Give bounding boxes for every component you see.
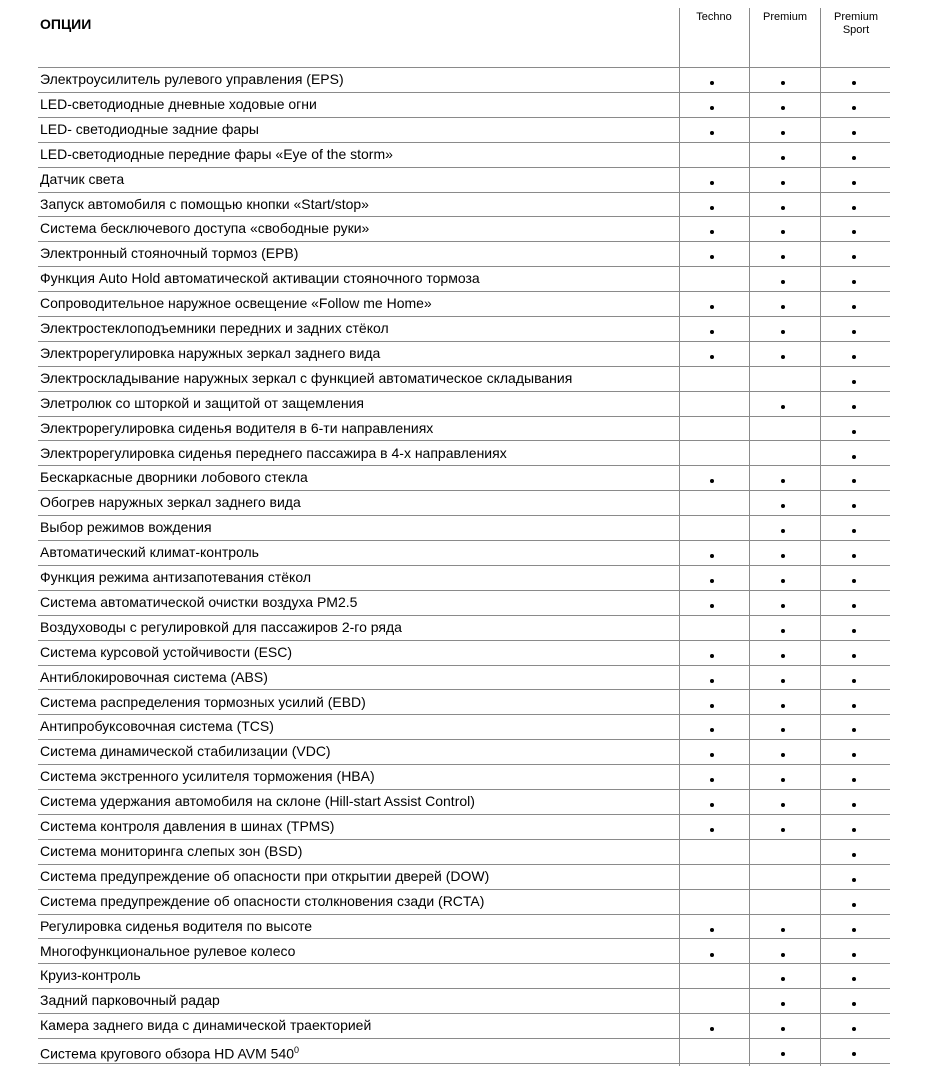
option-label (40, 121, 259, 138)
availability-dot (852, 1052, 856, 1056)
row-divider (38, 938, 890, 939)
option-label-superscript: 0 (294, 1045, 300, 1056)
option-label-text: LED- светодиодные задние фары (40, 120, 259, 137)
table-row (0, 615, 928, 640)
availability-dot (852, 579, 856, 583)
row-divider (38, 714, 890, 715)
availability-dot (710, 255, 714, 259)
availability-dot (852, 654, 856, 658)
row-divider (38, 266, 890, 267)
availability-dot (781, 131, 785, 135)
availability-dot (710, 355, 714, 359)
table-row (0, 864, 928, 889)
row-divider (38, 615, 890, 616)
availability-dot (781, 181, 785, 185)
option-label-text: Система предупреждение об опасности столкновения сзади (RCTA) (40, 892, 485, 909)
availability-dot (781, 1002, 785, 1006)
table-row (0, 117, 928, 142)
option-label-text: Бескаркасные дворники лобового стекла (40, 469, 308, 486)
row-divider (38, 216, 890, 217)
table-row (0, 540, 928, 565)
option-label-text: Антипробуксовочная система (TCS) (40, 718, 274, 735)
availability-dot (852, 1002, 856, 1006)
availability-dot (781, 728, 785, 732)
availability-dot (852, 106, 856, 110)
availability-dot (852, 529, 856, 533)
table-row (0, 515, 928, 540)
table-row (0, 963, 928, 988)
option-label (40, 345, 380, 362)
option-label-text: Задний парковочный радар (40, 992, 220, 1009)
option-label (40, 818, 334, 835)
availability-dot (781, 106, 785, 110)
table-row (0, 291, 928, 316)
table-row (0, 316, 928, 341)
availability-dot (781, 230, 785, 234)
availability-dot (710, 479, 714, 483)
option-label (40, 718, 274, 735)
availability-dot (710, 181, 714, 185)
availability-dot (710, 953, 714, 957)
row-divider (38, 142, 890, 143)
availability-dot (852, 753, 856, 757)
option-label-text: Воздуховоды с регулировкой для пассажиров 2-го ряда (40, 618, 402, 635)
availability-dot (710, 554, 714, 558)
option-label (40, 893, 484, 910)
availability-dot (781, 629, 785, 633)
row-divider (38, 1038, 890, 1039)
availability-dot (852, 230, 856, 234)
availability-dot (852, 1027, 856, 1031)
table-row (0, 92, 928, 117)
option-label (40, 918, 312, 935)
availability-dot (710, 654, 714, 658)
table-row (0, 1013, 928, 1038)
column-header-line: Sport (842, 24, 870, 36)
row-divider (38, 416, 890, 417)
availability-dot (710, 106, 714, 110)
row-divider (38, 341, 890, 342)
option-label-text: LED-светодиодные дневные ходовые огни (40, 95, 317, 112)
availability-dot (852, 330, 856, 334)
option-label (40, 1017, 371, 1034)
option-label-text: Система экстренного усилителя торможения (HBA) (40, 768, 375, 785)
availability-dot (781, 305, 785, 309)
option-label (40, 146, 393, 163)
option-label (40, 469, 308, 486)
column-header-line: Techno (696, 11, 732, 23)
availability-dot (781, 803, 785, 807)
option-label (40, 544, 259, 561)
option-label (40, 245, 298, 262)
option-label (40, 320, 389, 337)
option-label-text: Система бесключевого доступа «свободные руки» (40, 220, 370, 237)
option-label-text: Круиз-контроль (40, 967, 141, 984)
availability-dot (852, 604, 856, 608)
row-divider (38, 440, 890, 441)
option-label-text: Система кругового обзора HD AVM 540 (40, 1045, 295, 1062)
option-label (40, 669, 268, 686)
availability-dot (852, 903, 856, 907)
availability-dot (852, 679, 856, 683)
table-row (0, 739, 928, 764)
row-divider (38, 739, 890, 740)
option-label-text: Электрорегулировка сиденья переднего пассажира в 4-х направлениях (40, 444, 507, 461)
availability-dot (781, 977, 785, 981)
option-label-text: Запуск автомобиля с помощью кнопки «Start/stop» (40, 195, 369, 212)
availability-dot (852, 928, 856, 932)
option-label-text: Датчик света (40, 170, 125, 187)
option-label (40, 967, 141, 984)
row-divider (38, 92, 890, 93)
option-label (40, 868, 489, 885)
row-divider (38, 889, 890, 890)
option-label-text: Функция режима антизапотевания стёкол (40, 569, 311, 585)
option-label (40, 619, 402, 636)
availability-dot (781, 206, 785, 210)
availability-dot (781, 355, 785, 359)
availability-dot (781, 654, 785, 658)
row-divider (38, 117, 890, 118)
option-label-text: Обогрев наружных зеркал заднего вида (40, 494, 301, 511)
availability-dot (710, 330, 714, 334)
availability-dot (781, 953, 785, 957)
availability-dot (781, 529, 785, 533)
availability-dot (781, 504, 785, 508)
table-row (0, 366, 928, 391)
table-row (0, 565, 928, 590)
option-label-text: Система курсовой устойчивости (ESC) (40, 643, 293, 660)
availability-dot (710, 305, 714, 309)
table-row (0, 490, 928, 515)
row-divider (38, 963, 890, 964)
availability-dot (852, 305, 856, 309)
table-row (0, 889, 928, 914)
row-divider (38, 988, 890, 989)
option-label-text: Электрорегулировка наружных зеркал заднего вида (40, 344, 381, 361)
option-label-text: Система динамической стабилизации (VDC) (40, 743, 331, 760)
table-row (0, 640, 928, 665)
options-header: ОПЦИИ (40, 16, 92, 32)
option-label (40, 943, 295, 960)
option-label (40, 220, 369, 237)
availability-dot (710, 803, 714, 807)
row-divider (38, 465, 890, 466)
option-label-text: Функция Auto Hold автоматической активации стояночного тормоза (40, 270, 480, 287)
availability-dot (710, 753, 714, 757)
availability-dot (710, 81, 714, 85)
row-divider (38, 366, 890, 367)
availability-dot (852, 704, 856, 708)
table-row (0, 714, 928, 739)
option-label (40, 295, 432, 312)
option-label (40, 171, 124, 188)
option-label-text: Электрорегулировка сиденья водителя в 6-ти направлениях (40, 419, 434, 436)
column-header-premium-sport (821, 11, 891, 37)
availability-dot (781, 753, 785, 757)
availability-dot (781, 604, 785, 608)
availability-dot (852, 206, 856, 210)
option-label-text: Система распределения тормозных усилий (EBD) (40, 693, 366, 710)
option-label (40, 644, 292, 661)
table-row (0, 914, 928, 939)
option-label-text: Многофункциональное рулевое колесо (40, 942, 296, 959)
availability-dot (710, 1027, 714, 1031)
availability-dot (852, 280, 856, 284)
availability-dot (852, 778, 856, 782)
option-label (40, 992, 220, 1009)
availability-dot (781, 405, 785, 409)
table-row (0, 67, 928, 92)
table-row (0, 665, 928, 690)
availability-dot (781, 280, 785, 284)
row-divider (38, 640, 890, 641)
table-row (0, 789, 928, 814)
row-divider (38, 764, 890, 765)
availability-dot (781, 778, 785, 782)
availability-dot (852, 629, 856, 633)
availability-dot (781, 255, 785, 259)
option-label (40, 694, 366, 711)
availability-dot (710, 131, 714, 135)
availability-dot (852, 255, 856, 259)
option-label (40, 96, 317, 113)
column-header-line: Premium (833, 11, 878, 23)
option-label (40, 445, 507, 462)
availability-dot (710, 778, 714, 782)
availability-dot (781, 928, 785, 932)
option-label (40, 519, 212, 536)
availability-dot (852, 355, 856, 359)
option-label (40, 743, 331, 760)
table-row (0, 839, 928, 864)
option-label-text: Система контроля давления в шинах (TPMS) (40, 818, 335, 834)
availability-dot (852, 803, 856, 807)
option-label-text: Система мониторинга слепых зон (BSD) (40, 842, 303, 859)
table-row (0, 216, 928, 241)
option-label-text: Регулировка сиденья водителя по высоте (40, 917, 313, 934)
row-divider (38, 864, 890, 865)
availability-dot (710, 579, 714, 583)
availability-dot (852, 131, 856, 135)
availability-dot (710, 679, 714, 683)
availability-dot (852, 878, 856, 882)
availability-dot (781, 330, 785, 334)
availability-dot (781, 704, 785, 708)
row-divider (38, 789, 890, 790)
availability-dot (781, 1052, 785, 1056)
availability-dot (852, 977, 856, 981)
option-label-text: Выбор режимов вождения (40, 519, 212, 536)
row-divider (38, 490, 890, 491)
row-divider (38, 291, 890, 292)
availability-dot (781, 579, 785, 583)
option-label (40, 420, 433, 437)
availability-dot (781, 679, 785, 683)
row-divider (38, 565, 890, 566)
table-row (0, 142, 928, 167)
option-label (40, 370, 572, 387)
table-row (0, 814, 928, 839)
table-row (0, 167, 928, 192)
row-divider (38, 540, 890, 541)
row-divider (38, 1013, 890, 1014)
availability-dot (710, 604, 714, 608)
option-label-text: Антиблокировочная система (ABS) (40, 668, 268, 685)
availability-dot (852, 81, 856, 85)
option-label-text: Автоматический климат-контроль (40, 544, 259, 561)
table-row (0, 988, 928, 1013)
availability-dot (852, 181, 856, 185)
row-divider (38, 1063, 890, 1064)
row-divider (38, 814, 890, 815)
table-row (0, 266, 928, 291)
row-divider (38, 241, 890, 242)
column-header-line: Premium (762, 11, 807, 23)
availability-dot (852, 156, 856, 160)
option-label (40, 196, 369, 213)
table-row (0, 939, 928, 964)
availability-dot (852, 479, 856, 483)
option-label (40, 270, 480, 287)
option-label (40, 768, 375, 785)
option-label-text: Элетролюк со шторкой и защитой от защемления (40, 394, 364, 411)
availability-dot (852, 405, 856, 409)
table-row (0, 416, 928, 441)
row-divider (38, 192, 890, 193)
table-row (0, 391, 928, 416)
availability-dot (781, 156, 785, 160)
option-label-text: Электронный стояночный тормоз (EPB) (40, 245, 299, 262)
option-label-text: Электростеклоподъемники передних и задних стёкол (40, 320, 389, 336)
table-row (0, 690, 928, 715)
option-label (40, 71, 344, 88)
availability-dot (852, 953, 856, 957)
availability-dot (781, 554, 785, 558)
column-header-premium (750, 11, 820, 24)
row-divider (38, 914, 890, 915)
availability-dot (852, 554, 856, 558)
availability-dot (781, 1027, 785, 1031)
row-divider (38, 689, 890, 690)
table-row (0, 1038, 928, 1063)
row-divider (38, 515, 890, 516)
availability-dot (710, 704, 714, 708)
availability-dot (852, 728, 856, 732)
availability-dot (710, 230, 714, 234)
table-row (0, 192, 928, 217)
table-row (0, 764, 928, 789)
table-row (0, 241, 928, 266)
row-divider (38, 167, 890, 168)
table-row (0, 341, 928, 366)
availability-dot (781, 828, 785, 832)
option-label-text: Камера заднего вида с динамической траекторией (40, 1017, 372, 1034)
option-label (40, 395, 364, 412)
availability-dot (710, 828, 714, 832)
row-divider (38, 67, 890, 68)
availability-dot (852, 430, 856, 434)
option-label-text: Система удержания автомобиля на склоне (Hill-start Assist Control) (40, 793, 475, 810)
option-label-text: Система предупреждение об опасности при открытии дверей (DOW) (40, 867, 490, 884)
availability-dot (781, 479, 785, 483)
option-label (40, 569, 311, 586)
row-divider (38, 839, 890, 840)
row-divider (38, 316, 890, 317)
column-header-techno (679, 11, 749, 24)
table-row (0, 590, 928, 615)
option-label (40, 793, 475, 810)
availability-dot (852, 455, 856, 459)
option-label-text: LED-светодиодные передние фары «Eye of the storm» (40, 145, 393, 162)
option-label (40, 494, 301, 511)
availability-dot (781, 81, 785, 85)
row-divider (38, 391, 890, 392)
option-label-text: Система автоматической очистки воздуха PM2.5 (40, 593, 358, 610)
table-row (0, 441, 928, 466)
availability-dot (852, 380, 856, 384)
option-label-text: Электроусилитель рулевого управления (EPS) (40, 71, 344, 87)
table-row (0, 465, 928, 490)
availability-dot (852, 828, 856, 832)
option-label (40, 1042, 299, 1063)
row-divider (38, 590, 890, 591)
availability-dot (852, 853, 856, 857)
row-divider (38, 665, 890, 666)
availability-dot (852, 504, 856, 508)
availability-dot (710, 928, 714, 932)
option-label-text: Электроскладывание наружных зеркал с функцией автоматическое складывания (40, 369, 573, 386)
option-label (40, 843, 302, 860)
option-label (40, 594, 357, 611)
option-label-text: Сопроводительное наружное освещение «Follow me Home» (40, 295, 432, 312)
availability-dot (710, 728, 714, 732)
availability-dot (710, 206, 714, 210)
